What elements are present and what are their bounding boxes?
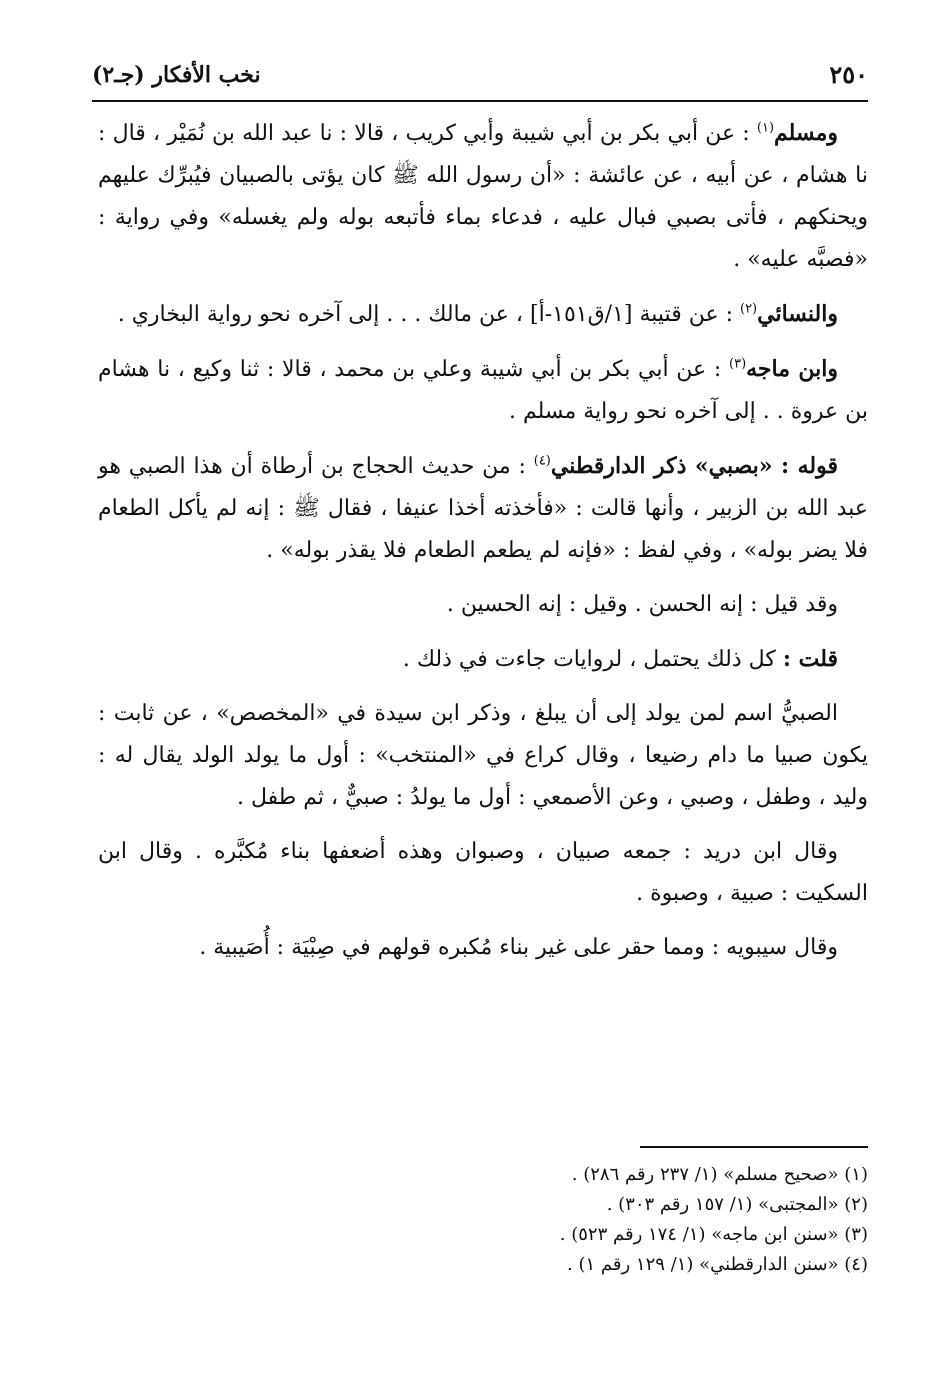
paragraph-lead: قلت :	[782, 646, 838, 672]
footnote-ref: (٢)	[739, 301, 758, 317]
paragraph	[98, 112, 868, 281]
paragraph-text: : عن أبي بكر بن أبي شيبة وأبي كريب ، قالا : نا عبد الله بن نُمَيْر ، قال : نا هشام ، عن أبيه ، عن عائشة : «أن رسول الله ﷺ كان يؤتى بالصبيان فيُبرِّك عليهم ويحنكهم ، فأتى بصبي فبال عليه ، فدعاء بماء فأتبعه بوله ولم يغسله» وفي رواية : «فصبَّه عليه» .	[98, 121, 868, 272]
paragraph-text: كل ذلك يحتمل ، لروايات جاءت في ذلك .	[402, 647, 776, 672]
paragraph-lead: والنسائي	[757, 301, 838, 327]
paragraph-text: الصبيُّ اسم لمن يولد إلى أن يبلغ ، وذكر ابن سيدة في «المخصص» ، عن ثابت : يكون صبيا ما دام رضيعا ، وقال كراع في «المنتخب» : أول ما يولد الولد يقال له : وليد ، وطفل ، وصبي ، وعن الأصمعي : أول ما يولدُ : صبيٌّ ، ثم طفل .	[98, 701, 868, 810]
paragraph-text: : عن أبي بكر بن أبي شيبة وعلي بن محمد ، قالا : ثنا وكيع ، نا هشام بن عروة . . إلى آخره نحو رواية مسلم .	[98, 357, 868, 424]
paragraph-lead: وابن ماجه	[746, 356, 838, 382]
footnote: (٤) «سنن الدارقطني» (١/ ١٢٩ رقم ١) .	[567, 1254, 868, 1275]
paragraph-lead: ومسلم	[774, 120, 838, 146]
paragraph-text: : من حديث الحجاج بن أرطاة أن هذا الصبي هو عبد الله بن الزبير ، وأنها قالت : «فأخذته أخذا عنيفا ، فقال ﷺ : إنه لم يأكل الطعام فلا يضر بوله» ، وفي لفظ : «فإنه لم يطعم الطعام فلا يقذر بوله» .	[98, 454, 868, 563]
paragraph-text: وقال ابن دريد : جمعه صبيان ، وصبوان وهذه أضعفها بناء مُكبَّره . وقال ابن السكيت : صبية ، وصبوة .	[98, 839, 868, 906]
paragraph	[98, 831, 868, 915]
paragraph-lead: قوله : «بصبي» ذكر الدارقطني	[550, 453, 838, 479]
paragraph	[98, 638, 868, 681]
book-title: نخب الأفكار (جـ٢)	[92, 62, 261, 88]
paragraph-text: : عن قتيبة [١/ق١٥١-أ] ، عن مالك . . . إلى آخره نحو رواية البخاري .	[117, 302, 733, 327]
footnote-ref: (٣)	[729, 356, 747, 372]
paragraph-text: وقد قيل : إنه الحسن . وقيل : إنه الحسين .	[446, 592, 838, 617]
footnote: (٢) «المجتبى» (١/ ١٥٧ رقم ٣٠٣) .	[606, 1194, 868, 1215]
footnote-ref: (٤)	[533, 453, 551, 469]
footnote-ref: (١)	[756, 120, 775, 136]
running-header	[92, 58, 868, 102]
paragraph	[98, 445, 868, 572]
paragraph	[98, 293, 868, 336]
footnote: (١) «صحيح مسلم» (١/ ٢٣٧ رقم ٢٨٦) .	[571, 1164, 868, 1185]
paragraph	[98, 584, 868, 626]
main-text	[98, 112, 868, 981]
footnotes	[300, 1160, 868, 1280]
paragraph	[98, 693, 868, 819]
paragraph	[98, 927, 868, 969]
paragraph	[98, 348, 868, 433]
footnote: (٣) «سنن ابن ماجه» (١/ ١٧٤ رقم ٥٢٣) .	[559, 1224, 868, 1245]
page-number: ٢٥٠	[829, 60, 868, 89]
paragraph-text: وقال سيبويه : ومما حقر على غير بناء مُكبره قولهم في صِبْيَة : أُصَيبية .	[199, 935, 838, 960]
footnote-divider	[640, 1146, 868, 1148]
